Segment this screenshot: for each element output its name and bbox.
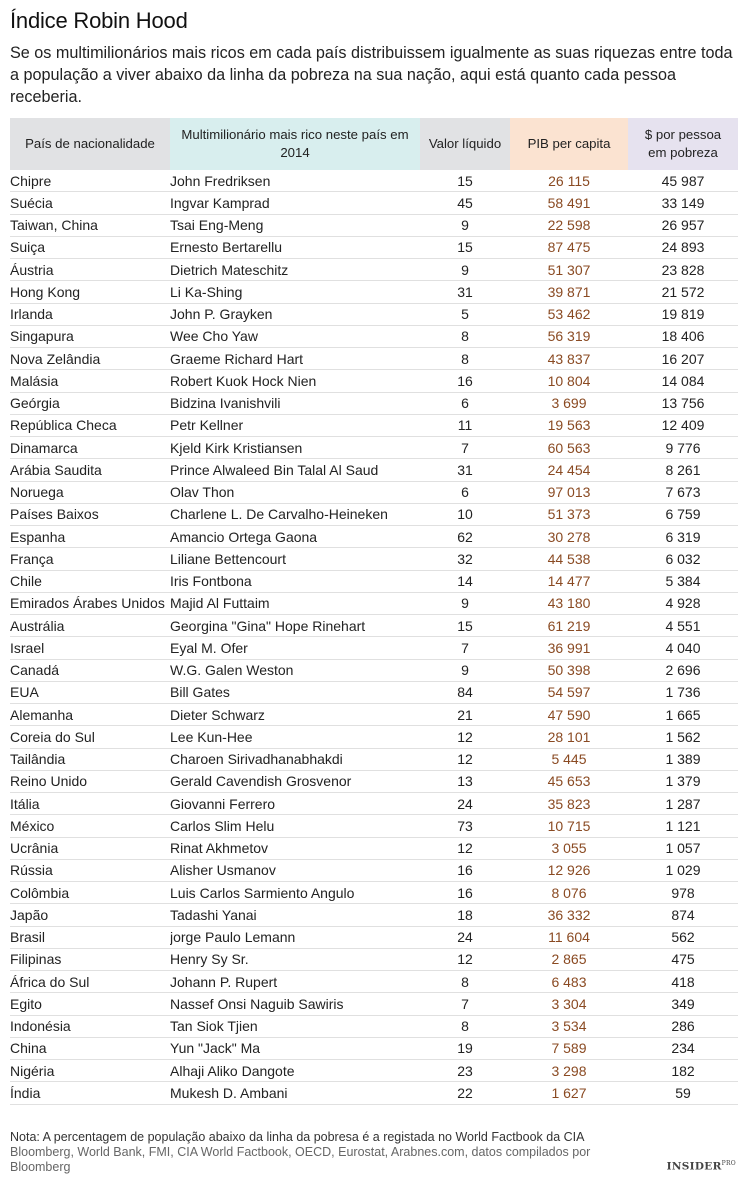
cell-gdp-per-capita: 53 462 bbox=[510, 303, 628, 325]
cell-gdp-per-capita: 22 598 bbox=[510, 214, 628, 236]
cell-net-worth: 10 bbox=[420, 503, 510, 525]
table-row bbox=[10, 904, 738, 926]
cell-per-poor-person: 26 957 bbox=[628, 214, 738, 236]
table-row bbox=[10, 214, 738, 236]
cell-per-poor-person: 1 736 bbox=[628, 681, 738, 703]
cell-net-worth: 15 bbox=[420, 615, 510, 637]
table-row bbox=[10, 815, 738, 837]
cell-country: Reino Unido bbox=[10, 770, 170, 792]
cell-gdp-per-capita: 51 373 bbox=[510, 503, 628, 525]
cell-per-poor-person: 9 776 bbox=[628, 437, 738, 459]
cell-net-worth: 62 bbox=[420, 526, 510, 548]
cell-per-poor-person: 24 893 bbox=[628, 236, 738, 258]
cell-per-poor-person: 5 384 bbox=[628, 570, 738, 592]
cell-billionaire: Petr Kellner bbox=[170, 414, 420, 436]
cell-country: Emirados Árabes Unidos bbox=[10, 592, 170, 614]
table-row bbox=[10, 437, 738, 459]
cell-country: Suécia bbox=[10, 192, 170, 214]
cell-billionaire: Eyal M. Ofer bbox=[170, 637, 420, 659]
cell-billionaire: Olav Thon bbox=[170, 481, 420, 503]
table-row bbox=[10, 459, 738, 481]
cell-country: Arábia Saudita bbox=[10, 459, 170, 481]
cell-per-poor-person: 6 319 bbox=[628, 526, 738, 548]
cell-net-worth: 9 bbox=[420, 659, 510, 681]
cell-net-worth: 21 bbox=[420, 704, 510, 726]
cell-billionaire: John P. Grayken bbox=[170, 303, 420, 325]
cell-per-poor-person: 1 057 bbox=[628, 837, 738, 859]
cell-per-poor-person: 59 bbox=[628, 1082, 738, 1104]
table-row bbox=[10, 592, 738, 614]
cell-billionaire: Ingvar Kamprad bbox=[170, 192, 420, 214]
cell-billionaire: Iris Fontbona bbox=[170, 570, 420, 592]
cell-gdp-per-capita: 10 804 bbox=[510, 370, 628, 392]
cell-country: Malásia bbox=[10, 370, 170, 392]
column-header-billionaire: Multimilionário mais rico neste país em 2014 bbox=[170, 118, 420, 170]
cell-country: Espanha bbox=[10, 526, 170, 548]
cell-country: Irlanda bbox=[10, 303, 170, 325]
table-row bbox=[10, 615, 738, 637]
cell-gdp-per-capita: 6 483 bbox=[510, 971, 628, 993]
cell-net-worth: 19 bbox=[420, 1037, 510, 1059]
cell-country: Canadá bbox=[10, 659, 170, 681]
logo-text: INSIDER bbox=[666, 1160, 722, 1173]
cell-gdp-per-capita: 47 590 bbox=[510, 704, 628, 726]
table-row bbox=[10, 926, 738, 948]
cell-billionaire: Bidzina Ivanishvili bbox=[170, 392, 420, 414]
cell-billionaire: Rinat Akhmetov bbox=[170, 837, 420, 859]
cell-gdp-per-capita: 44 538 bbox=[510, 548, 628, 570]
cell-net-worth: 6 bbox=[420, 481, 510, 503]
table-row bbox=[10, 882, 738, 904]
cell-net-worth: 31 bbox=[420, 459, 510, 481]
cell-billionaire: John Fredriksen bbox=[170, 170, 420, 192]
table-row bbox=[10, 704, 738, 726]
table-body bbox=[10, 170, 738, 1104]
table-row bbox=[10, 570, 738, 592]
table-row bbox=[10, 348, 738, 370]
cell-gdp-per-capita: 3 298 bbox=[510, 1060, 628, 1082]
cell-country: Suiça bbox=[10, 236, 170, 258]
cell-per-poor-person: 6 032 bbox=[628, 548, 738, 570]
cell-per-poor-person: 19 819 bbox=[628, 303, 738, 325]
cell-country: Geórgia bbox=[10, 392, 170, 414]
cell-country: Alemanha bbox=[10, 704, 170, 726]
cell-per-poor-person: 1 379 bbox=[628, 770, 738, 792]
footnote: Nota: A percentagem de população abaixo da linha da pobresa é a registada no World Factbook da CIA bbox=[10, 1130, 585, 1144]
column-header-gdp-per-capita: PIB per capita bbox=[510, 118, 628, 170]
cell-per-poor-person: 1 121 bbox=[628, 815, 738, 837]
cell-net-worth: 6 bbox=[420, 392, 510, 414]
cell-country: Indonésia bbox=[10, 1015, 170, 1037]
cell-per-poor-person: 2 696 bbox=[628, 659, 738, 681]
cell-country: Hong Kong bbox=[10, 281, 170, 303]
cell-country: Ucrânia bbox=[10, 837, 170, 859]
cell-gdp-per-capita: 50 398 bbox=[510, 659, 628, 681]
cell-billionaire: Liliane Bettencourt bbox=[170, 548, 420, 570]
cell-net-worth: 12 bbox=[420, 726, 510, 748]
cell-billionaire: Alhaji Aliko Dangote bbox=[170, 1060, 420, 1082]
cell-net-worth: 18 bbox=[420, 904, 510, 926]
table-row bbox=[10, 1037, 738, 1059]
cell-per-poor-person: 978 bbox=[628, 882, 738, 904]
table-row bbox=[10, 259, 738, 281]
cell-country: Taiwan, China bbox=[10, 214, 170, 236]
cell-country: Japão bbox=[10, 904, 170, 926]
table-row bbox=[10, 748, 738, 770]
table-header-row bbox=[10, 118, 738, 170]
cell-country: Índia bbox=[10, 1082, 170, 1104]
cell-per-poor-person: 562 bbox=[628, 926, 738, 948]
cell-gdp-per-capita: 3 699 bbox=[510, 392, 628, 414]
cell-billionaire: Carlos Slim Helu bbox=[170, 815, 420, 837]
cell-per-poor-person: 1 562 bbox=[628, 726, 738, 748]
cell-country: Dinamarca bbox=[10, 437, 170, 459]
table-row bbox=[10, 726, 738, 748]
table-row bbox=[10, 281, 738, 303]
cell-billionaire: Graeme Richard Hart bbox=[170, 348, 420, 370]
table-row bbox=[10, 370, 738, 392]
cell-billionaire: Nassef Onsi Naguib Sawiris bbox=[170, 993, 420, 1015]
cell-billionaire: jorge Paulo Lemann bbox=[170, 926, 420, 948]
cell-country: França bbox=[10, 548, 170, 570]
cell-billionaire: Gerald Cavendish Grosvenor bbox=[170, 770, 420, 792]
cell-country: EUA bbox=[10, 681, 170, 703]
table-row bbox=[10, 481, 738, 503]
table-row bbox=[10, 192, 738, 214]
cell-net-worth: 23 bbox=[420, 1060, 510, 1082]
cell-gdp-per-capita: 11 604 bbox=[510, 926, 628, 948]
column-header-country: País de nacionalidade bbox=[10, 118, 170, 170]
cell-per-poor-person: 6 759 bbox=[628, 503, 738, 525]
cell-per-poor-person: 475 bbox=[628, 948, 738, 970]
cell-gdp-per-capita: 3 534 bbox=[510, 1015, 628, 1037]
cell-gdp-per-capita: 30 278 bbox=[510, 526, 628, 548]
cell-net-worth: 15 bbox=[420, 170, 510, 192]
cell-gdp-per-capita: 3 304 bbox=[510, 993, 628, 1015]
cell-net-worth: 13 bbox=[420, 770, 510, 792]
cell-country: Países Baixos bbox=[10, 503, 170, 525]
cell-per-poor-person: 8 261 bbox=[628, 459, 738, 481]
table-row bbox=[10, 170, 738, 192]
cell-billionaire: W.G. Galen Weston bbox=[170, 659, 420, 681]
table-row bbox=[10, 1060, 738, 1082]
cell-gdp-per-capita: 58 491 bbox=[510, 192, 628, 214]
cell-country: Itália bbox=[10, 793, 170, 815]
cell-gdp-per-capita: 56 319 bbox=[510, 325, 628, 347]
cell-net-worth: 32 bbox=[420, 548, 510, 570]
cell-per-poor-person: 874 bbox=[628, 904, 738, 926]
cell-net-worth: 12 bbox=[420, 948, 510, 970]
cell-per-poor-person: 4 040 bbox=[628, 637, 738, 659]
cell-per-poor-person: 13 756 bbox=[628, 392, 738, 414]
cell-country: Israel bbox=[10, 637, 170, 659]
cell-net-worth: 24 bbox=[420, 926, 510, 948]
cell-net-worth: 12 bbox=[420, 748, 510, 770]
cell-per-poor-person: 4 928 bbox=[628, 592, 738, 614]
cell-gdp-per-capita: 61 219 bbox=[510, 615, 628, 637]
table-row bbox=[10, 948, 738, 970]
cell-net-worth: 7 bbox=[420, 993, 510, 1015]
cell-billionaire: Prince Alwaleed Bin Talal Al Saud bbox=[170, 459, 420, 481]
cell-gdp-per-capita: 87 475 bbox=[510, 236, 628, 258]
cell-gdp-per-capita: 10 715 bbox=[510, 815, 628, 837]
cell-gdp-per-capita: 35 823 bbox=[510, 793, 628, 815]
cell-gdp-per-capita: 7 589 bbox=[510, 1037, 628, 1059]
cell-billionaire: Charoen Sirivadhanabhakdi bbox=[170, 748, 420, 770]
cell-country: Filipinas bbox=[10, 948, 170, 970]
cell-per-poor-person: 418 bbox=[628, 971, 738, 993]
cell-net-worth: 9 bbox=[420, 214, 510, 236]
table-row bbox=[10, 303, 738, 325]
cell-net-worth: 8 bbox=[420, 348, 510, 370]
cell-billionaire: Luis Carlos Sarmiento Angulo bbox=[170, 882, 420, 904]
cell-per-poor-person: 21 572 bbox=[628, 281, 738, 303]
table-row bbox=[10, 659, 738, 681]
cell-gdp-per-capita: 28 101 bbox=[510, 726, 628, 748]
cell-country: China bbox=[10, 1037, 170, 1059]
cell-gdp-per-capita: 2 865 bbox=[510, 948, 628, 970]
cell-gdp-per-capita: 45 653 bbox=[510, 770, 628, 792]
table-row bbox=[10, 859, 738, 881]
cell-net-worth: 5 bbox=[420, 303, 510, 325]
cell-net-worth: 45 bbox=[420, 192, 510, 214]
cell-per-poor-person: 1 665 bbox=[628, 704, 738, 726]
cell-billionaire: Li Ka-Shing bbox=[170, 281, 420, 303]
cell-net-worth: 8 bbox=[420, 971, 510, 993]
cell-net-worth: 31 bbox=[420, 281, 510, 303]
cell-billionaire: Charlene L. De Carvalho-Heineken bbox=[170, 503, 420, 525]
cell-gdp-per-capita: 36 332 bbox=[510, 904, 628, 926]
table-row bbox=[10, 971, 738, 993]
chart-subtitle: Se os multimilionários mais ricos em cada país distribuissem igualmente as suas riquezas entre toda a população a viver abaixo da linha da pobreza na sua nação, aqui está quanto cada pessoa receberia. bbox=[10, 44, 733, 106]
table-row bbox=[10, 392, 738, 414]
cell-country: Austrália bbox=[10, 615, 170, 637]
cell-gdp-per-capita: 54 597 bbox=[510, 681, 628, 703]
cell-billionaire: Majid Al Futtaim bbox=[170, 592, 420, 614]
cell-gdp-per-capita: 14 477 bbox=[510, 570, 628, 592]
cell-country: Rússia bbox=[10, 859, 170, 881]
table-row bbox=[10, 837, 738, 859]
cell-gdp-per-capita: 12 926 bbox=[510, 859, 628, 881]
cell-per-poor-person: 286 bbox=[628, 1015, 738, 1037]
cell-per-poor-person: 234 bbox=[628, 1037, 738, 1059]
cell-country: Egito bbox=[10, 993, 170, 1015]
cell-per-poor-person: 1 287 bbox=[628, 793, 738, 815]
cell-gdp-per-capita: 39 871 bbox=[510, 281, 628, 303]
cell-billionaire: Yun "Jack" Ma bbox=[170, 1037, 420, 1059]
cell-per-poor-person: 4 551 bbox=[628, 615, 738, 637]
cell-billionaire: Amancio Ortega Gaona bbox=[170, 526, 420, 548]
cell-billionaire: Mukesh D. Ambani bbox=[170, 1082, 420, 1104]
cell-gdp-per-capita: 43 180 bbox=[510, 592, 628, 614]
cell-net-worth: 16 bbox=[420, 882, 510, 904]
cell-billionaire: Robert Kuok Hock Nien bbox=[170, 370, 420, 392]
cell-per-poor-person: 12 409 bbox=[628, 414, 738, 436]
table-row bbox=[10, 503, 738, 525]
cell-country: Coreia do Sul bbox=[10, 726, 170, 748]
cell-billionaire: Ernesto Bertarellu bbox=[170, 236, 420, 258]
cell-gdp-per-capita: 60 563 bbox=[510, 437, 628, 459]
cell-country: Colômbia bbox=[10, 882, 170, 904]
cell-billionaire: Bill Gates bbox=[170, 681, 420, 703]
cell-net-worth: 8 bbox=[420, 325, 510, 347]
insider-pro-logo bbox=[667, 1160, 736, 1173]
cell-country: Chile bbox=[10, 570, 170, 592]
cell-billionaire: Giovanni Ferrero bbox=[170, 793, 420, 815]
table-row bbox=[10, 325, 738, 347]
chart-title: Índice Robin Hood bbox=[10, 8, 188, 33]
table-row bbox=[10, 1015, 738, 1037]
cell-per-poor-person: 14 084 bbox=[628, 370, 738, 392]
cell-billionaire: Kjeld Kirk Kristiansen bbox=[170, 437, 420, 459]
cell-billionaire: Alisher Usmanov bbox=[170, 859, 420, 881]
source-credit: Bloomberg, World Bank, FMI, CIA World Factbook, OECD, Eurostat, Arabnes.com, datos compilados por Bloomberg bbox=[10, 1145, 591, 1174]
cell-per-poor-person: 16 207 bbox=[628, 348, 738, 370]
table-row bbox=[10, 770, 738, 792]
cell-billionaire: Johann P. Rupert bbox=[170, 971, 420, 993]
cell-per-poor-person: 18 406 bbox=[628, 325, 738, 347]
cell-net-worth: 11 bbox=[420, 414, 510, 436]
cell-gdp-per-capita: 19 563 bbox=[510, 414, 628, 436]
cell-country: República Checa bbox=[10, 414, 170, 436]
table-row bbox=[10, 793, 738, 815]
cell-gdp-per-capita: 24 454 bbox=[510, 459, 628, 481]
cell-per-poor-person: 1 029 bbox=[628, 859, 738, 881]
cell-country: Brasil bbox=[10, 926, 170, 948]
table-row bbox=[10, 526, 738, 548]
cell-net-worth: 14 bbox=[420, 570, 510, 592]
cell-billionaire: Lee Kun-Hee bbox=[170, 726, 420, 748]
table-row bbox=[10, 236, 738, 258]
cell-net-worth: 12 bbox=[420, 837, 510, 859]
cell-net-worth: 84 bbox=[420, 681, 510, 703]
cell-per-poor-person: 33 149 bbox=[628, 192, 738, 214]
cell-country: Nigéria bbox=[10, 1060, 170, 1082]
cell-per-poor-person: 349 bbox=[628, 993, 738, 1015]
logo-superscript: PRO bbox=[721, 1160, 736, 1167]
cell-net-worth: 24 bbox=[420, 793, 510, 815]
cell-gdp-per-capita: 5 445 bbox=[510, 748, 628, 770]
cell-country: África do Sul bbox=[10, 971, 170, 993]
table-row bbox=[10, 414, 738, 436]
cell-net-worth: 7 bbox=[420, 437, 510, 459]
cell-net-worth: 16 bbox=[420, 370, 510, 392]
cell-per-poor-person: 23 828 bbox=[628, 259, 738, 281]
cell-gdp-per-capita: 43 837 bbox=[510, 348, 628, 370]
cell-net-worth: 22 bbox=[420, 1082, 510, 1104]
cell-country: Nova Zelândia bbox=[10, 348, 170, 370]
cell-billionaire: Tan Siok Tjien bbox=[170, 1015, 420, 1037]
table-row bbox=[10, 993, 738, 1015]
cell-billionaire: Wee Cho Yaw bbox=[170, 325, 420, 347]
cell-per-poor-person: 182 bbox=[628, 1060, 738, 1082]
cell-gdp-per-capita: 3 055 bbox=[510, 837, 628, 859]
cell-country: Áustria bbox=[10, 259, 170, 281]
cell-net-worth: 8 bbox=[420, 1015, 510, 1037]
column-header-net-worth: Valor líquido bbox=[420, 118, 510, 170]
cell-country: Singapura bbox=[10, 325, 170, 347]
cell-net-worth: 9 bbox=[420, 259, 510, 281]
cell-billionaire: Georgina "Gina" Hope Rinehart bbox=[170, 615, 420, 637]
cell-country: Tailândia bbox=[10, 748, 170, 770]
cell-billionaire: Tadashi Yanai bbox=[170, 904, 420, 926]
cell-gdp-per-capita: 8 076 bbox=[510, 882, 628, 904]
cell-net-worth: 9 bbox=[420, 592, 510, 614]
cell-net-worth: 73 bbox=[420, 815, 510, 837]
cell-net-worth: 15 bbox=[420, 236, 510, 258]
column-header-per-poor-person: $ por pessoa em pobreza bbox=[628, 118, 738, 170]
cell-billionaire: Dieter Schwarz bbox=[170, 704, 420, 726]
cell-gdp-per-capita: 26 115 bbox=[510, 170, 628, 192]
cell-net-worth: 16 bbox=[420, 859, 510, 881]
cell-gdp-per-capita: 97 013 bbox=[510, 481, 628, 503]
cell-gdp-per-capita: 1 627 bbox=[510, 1082, 628, 1104]
data-table bbox=[10, 118, 738, 1105]
table-row bbox=[10, 681, 738, 703]
cell-net-worth: 7 bbox=[420, 637, 510, 659]
cell-per-poor-person: 7 673 bbox=[628, 481, 738, 503]
cell-country: Chipre bbox=[10, 170, 170, 192]
cell-billionaire: Tsai Eng-Meng bbox=[170, 214, 420, 236]
cell-per-poor-person: 1 389 bbox=[628, 748, 738, 770]
table-row bbox=[10, 548, 738, 570]
cell-gdp-per-capita: 51 307 bbox=[510, 259, 628, 281]
cell-billionaire: Dietrich Mateschitz bbox=[170, 259, 420, 281]
cell-per-poor-person: 45 987 bbox=[628, 170, 738, 192]
cell-gdp-per-capita: 36 991 bbox=[510, 637, 628, 659]
table-row bbox=[10, 1082, 738, 1104]
cell-billionaire: Henry Sy Sr. bbox=[170, 948, 420, 970]
table-row bbox=[10, 637, 738, 659]
cell-country: México bbox=[10, 815, 170, 837]
cell-country: Noruega bbox=[10, 481, 170, 503]
